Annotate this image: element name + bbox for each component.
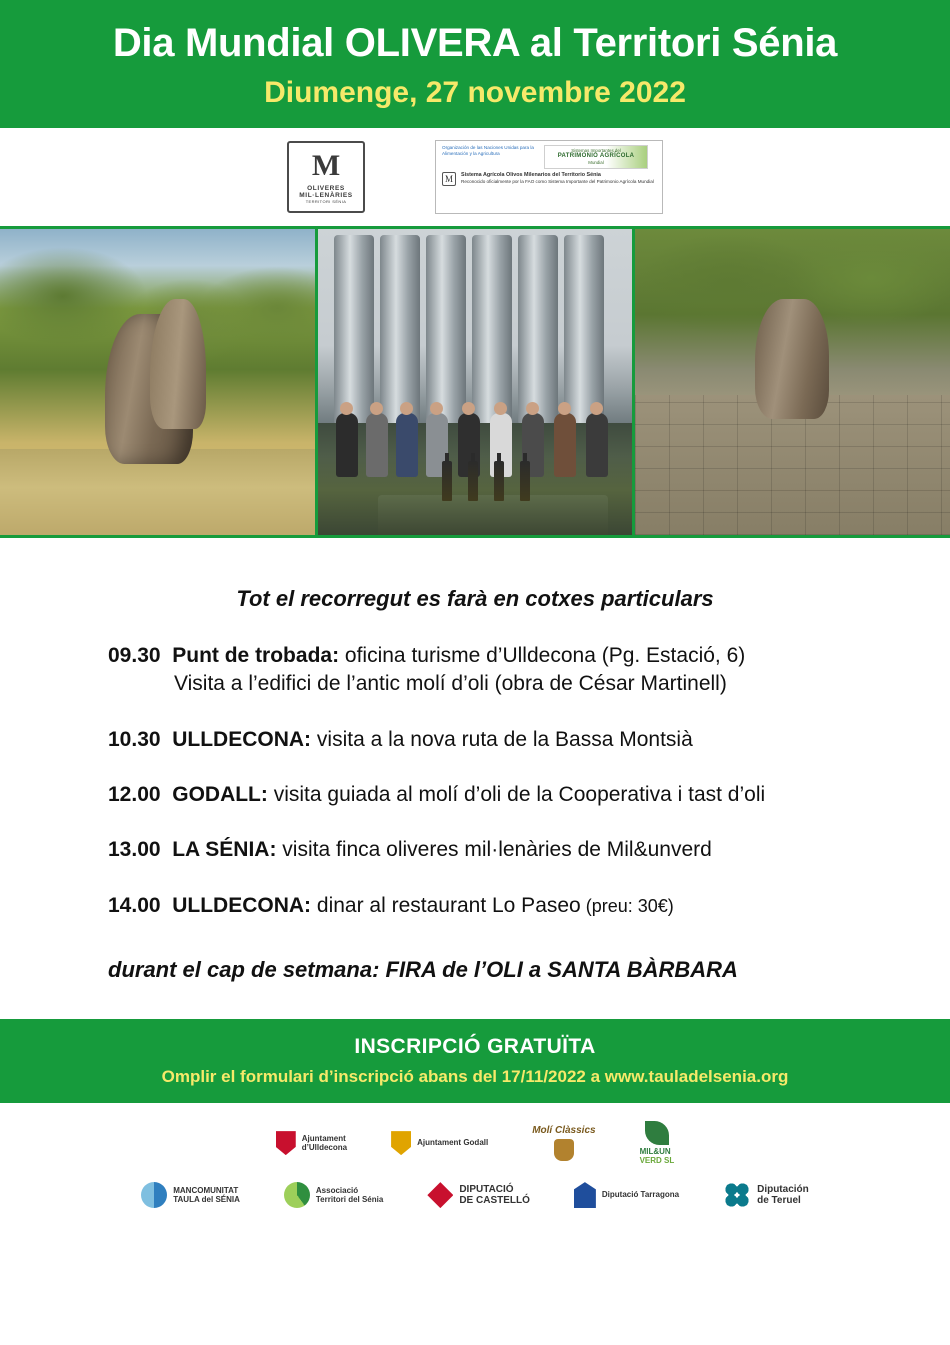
- schedule-item: [108, 726, 866, 754]
- visitor-head: [558, 402, 571, 415]
- schedule-place: Punt de trobada:: [172, 644, 340, 667]
- associacio-territori-del-senia-logo: [284, 1182, 383, 1208]
- schedule-place: GODALL:: [172, 783, 268, 807]
- sponsor-label: Diputació Tarragona: [601, 1190, 680, 1200]
- schedule-time: 13.00: [108, 838, 161, 862]
- sponsor-label-line1: DIPUTACIÓ: [459, 1183, 514, 1195]
- visitor-head: [590, 402, 603, 415]
- mancomunitat-taula-del-senia-logo: [141, 1182, 240, 1208]
- oliveres-logo-line3: TERRITORI SÉNIA: [305, 198, 347, 204]
- oliveres-logo-line2: MIL·LENÀRIES: [299, 191, 353, 199]
- schedule-place: ULLDECONA:: [172, 727, 312, 751]
- diputacio-tarragona-logo: [574, 1182, 679, 1208]
- schedule-detail: visita finca oliveres mil·lenàries de Mil&unverd: [276, 838, 712, 862]
- sponsor-label-line2: TAULA del SÉNIA: [173, 1195, 240, 1205]
- olive-trunk: [755, 299, 829, 419]
- oil-bottles: [438, 457, 558, 501]
- schedule-detail: visita guiada al molí d’oli de la Cooperativa i tast d’oli: [267, 783, 766, 807]
- mil-un-verd-logo: [640, 1121, 675, 1165]
- sponsor-label-line2: de Teruel: [757, 1195, 801, 1207]
- schedule-item: [108, 836, 866, 864]
- program-note: Tot el recorregut es farà en cotxes particulars: [236, 586, 714, 611]
- schedule-item: [108, 642, 866, 699]
- fao-sipam-title: PATRIMONIO AGRÍCOLA: [557, 153, 635, 160]
- mill-visitor: [336, 413, 358, 477]
- oliveres-logo-line1: OLIVERES: [307, 184, 345, 192]
- mill-tank: [334, 235, 374, 425]
- sponsor-label-line2: VERD SL: [639, 1156, 675, 1166]
- oil-bottle: [468, 461, 478, 501]
- fao-giahs-logo: [435, 140, 663, 214]
- wave-m-icon: [141, 1182, 167, 1208]
- swirl-icon: [284, 1182, 310, 1208]
- fao-logo-caption: [442, 172, 656, 186]
- sponsor-label-line2: DE CASTELLÓ: [459, 1195, 530, 1207]
- sponsor-label: [173, 1186, 240, 1204]
- poster-header: [0, 0, 950, 128]
- olive-trunk-secondary: [150, 299, 206, 429]
- sponsor-label-line2: d’Ulldecona: [301, 1143, 348, 1153]
- fao-un-text: Organización de las Naciones Unidas para la Alimentación y la Agricultura: [442, 145, 534, 156]
- olive-tree-stone-wall-photo: [635, 229, 950, 535]
- registration-instructions: Omplir el formulari d’inscripció abans del 17/11/2022 a www.tauladelsenia.org: [161, 1067, 789, 1087]
- sponsor-label: [459, 1184, 530, 1207]
- sponsor-label: [640, 1147, 675, 1165]
- fao-sipam-label: Sistemas Importantes del: [571, 148, 621, 153]
- sponsor-label-line1: MIL&UN: [639, 1147, 671, 1157]
- visitor-head: [400, 402, 413, 415]
- leaf-icon: [645, 1121, 669, 1145]
- registration-band: [0, 1019, 950, 1103]
- mill-tank: [518, 235, 558, 425]
- photo-strip: [0, 226, 950, 538]
- fao-caption-title: Sistema Agrícola Olivos Milenarios del Territorio Sénia: [461, 171, 601, 178]
- dots-icon: [723, 1181, 751, 1209]
- fao-sipam-sub: Mundial: [588, 160, 604, 166]
- olive-tree-field-photo: [0, 229, 315, 535]
- diamond-icon: [427, 1182, 453, 1208]
- schedule-time: 12.00: [108, 783, 161, 807]
- fao-logo-top: [442, 145, 656, 169]
- oil-bottle: [520, 461, 530, 501]
- sponsor-label: [302, 1134, 347, 1152]
- oliveres-logo-mark: M: [311, 148, 341, 182]
- mill-visitor: [366, 413, 388, 477]
- schedule-item: [108, 892, 866, 920]
- oliveres-millenaries-logo: [287, 141, 365, 213]
- mill-tank: [564, 235, 604, 425]
- schedule-place: LA SÉNIA:: [172, 838, 277, 862]
- schedule-subdetail: Visita a l’edifici de l’antic molí d’oli (obra de César Martinell): [174, 672, 727, 696]
- mill-visitor: [586, 413, 608, 477]
- fao-caption-text: [461, 172, 654, 186]
- registration-title: INSCRIPCIÓ GRATUÏTA: [354, 1035, 596, 1059]
- schedule-time: 09.30: [108, 644, 161, 667]
- shield-icon: [276, 1131, 296, 1155]
- fao-sipam-badge: [544, 145, 648, 169]
- ajuntament-ulldecona-logo: [276, 1131, 347, 1155]
- sponsor-label-line1: Diputación: [757, 1183, 809, 1195]
- schedule-time: 10.30: [108, 727, 161, 751]
- tasting-table: [378, 495, 608, 535]
- event-date: Diumenge, 27 novembre 2022: [264, 76, 686, 109]
- sponsor-label: Ajuntament Godall: [417, 1138, 489, 1148]
- sponsor-label-line1: Ajuntament: [301, 1133, 346, 1143]
- diputacio-de-castello-logo: [427, 1182, 530, 1208]
- sponsor-label: Molí Clàssics: [532, 1125, 596, 1137]
- shield-icon: [391, 1131, 411, 1155]
- sponsor-logos: [0, 1103, 950, 1209]
- oil-bottle: [442, 461, 452, 501]
- fao-caption-body: Reconocido oficialmente por la FAO como Sistema Importante del Patrimonio Agrícola Mundial: [461, 178, 654, 184]
- crest-icon: [574, 1182, 596, 1208]
- diputacion-de-teruel-logo: [723, 1181, 809, 1209]
- visitor-head: [370, 402, 383, 415]
- sponsor-label-line1: MANCOMUNITAT: [173, 1185, 239, 1195]
- mill-visitor: [396, 413, 418, 477]
- oil-bottle: [494, 461, 504, 501]
- visitor-head: [340, 402, 353, 415]
- sponsor-label-line2: Territori del Sénia: [315, 1195, 384, 1205]
- sponsor-label-line1: Associació: [315, 1185, 359, 1195]
- visitor-head: [494, 402, 507, 415]
- sponsor-label: [316, 1186, 383, 1204]
- schedule-list: [0, 642, 950, 920]
- mill-tank: [380, 235, 420, 425]
- schedule-detail: visita a la nova ruta de la Bassa Montsià: [311, 727, 693, 751]
- visitor-head: [462, 402, 475, 415]
- schedule-detail: dinar al restaurant Lo Paseo: [311, 893, 581, 917]
- mill-tank: [426, 235, 466, 425]
- visitor-head: [526, 402, 539, 415]
- oliveres-small-mark-icon: M: [442, 172, 456, 186]
- schedule-place: ULLDECONA:: [172, 893, 312, 917]
- schedule-detail: oficina turisme d’Ulldecona (Pg. Estació, 6): [339, 644, 746, 667]
- visitor-head: [430, 402, 443, 415]
- sponsor-row-1: [0, 1121, 950, 1165]
- olive-mill-group-photo: [318, 229, 632, 535]
- schedule-time: 14.00: [108, 893, 161, 917]
- moli-classics-logo: [532, 1125, 595, 1161]
- sponsor-row-2: [0, 1181, 950, 1209]
- oil-jar-icon: [554, 1139, 574, 1161]
- sponsor-label: [757, 1184, 809, 1207]
- organizer-logos: [0, 128, 950, 226]
- ajuntament-godall-logo: [391, 1131, 488, 1155]
- schedule-price: (preu: 30€): [580, 895, 674, 916]
- program-closing-note: durant el cap de setmana: FIRA de l’OLI a SANTA BÀRBARA: [108, 957, 738, 983]
- page-title: Dia Mundial OLIVERA al Territori Sénia: [112, 21, 838, 65]
- schedule-item: [108, 781, 866, 809]
- program-section: [0, 538, 950, 993]
- mill-tank: [472, 235, 512, 425]
